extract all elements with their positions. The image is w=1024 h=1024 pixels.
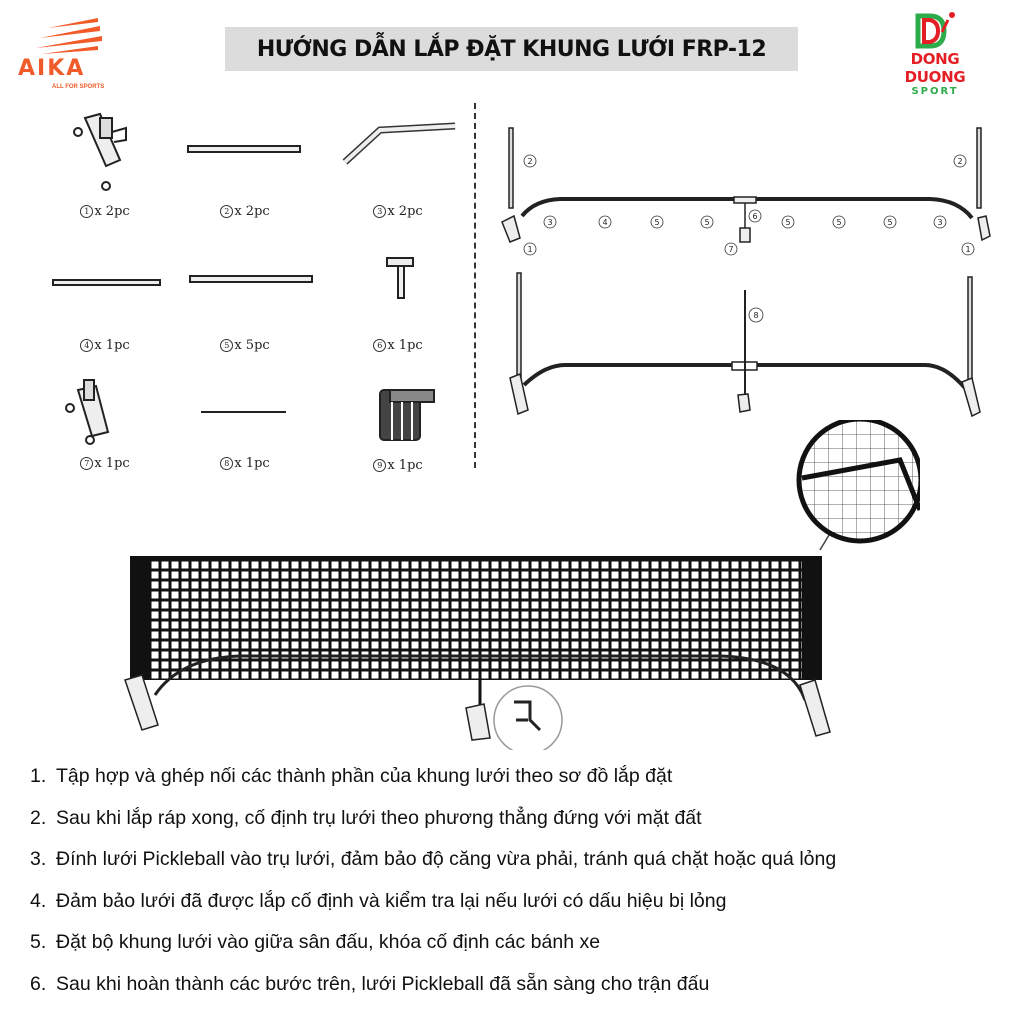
diagram-label-6: 6 [752, 212, 758, 221]
part-label-2 [195, 204, 295, 219]
step-number: 1. [30, 765, 47, 788]
step-number: 2. [30, 806, 47, 829]
part-quantity: x 2pc [234, 204, 270, 219]
aika-brand: AIKA [18, 56, 86, 81]
part-quantity: x 2pc [387, 204, 423, 219]
aika-tagline: ALL FOR SPORTS [52, 84, 105, 90]
step-text: Sau khi lắp ráp xong, cố định trụ lưới theo phương thẳng đứng với mặt đất [56, 806, 702, 829]
part-label-1 [55, 204, 155, 219]
diagram-label-2: 2 [527, 157, 533, 166]
part-number: 3 [373, 205, 386, 218]
diagram-label-5: 5 [887, 218, 893, 227]
title-banner [225, 27, 798, 71]
frame-assembled-drawing [510, 273, 980, 416]
part-3-bend-drawing [345, 126, 455, 162]
part-2-pole-drawing [188, 146, 300, 152]
step-item [30, 964, 1020, 1006]
part-number: 7 [80, 457, 93, 470]
diagram-label-4: 4 [602, 218, 608, 227]
part-label-4 [55, 338, 155, 353]
section-divider [474, 103, 476, 468]
part-number: 4 [80, 339, 93, 352]
part-quantity: x 1pc [387, 338, 423, 353]
part-number: 2 [220, 205, 233, 218]
step-text: Đặt bộ khung lưới vào giữa sân đấu, khóa cố định các bánh xe [56, 931, 601, 954]
step-text: Sau khi hoàn thành các bước trên, lưới Pickleball đã sẵn sàng cho trận đấu [56, 972, 710, 995]
part-number: 8 [220, 457, 233, 470]
assembly-diagram [490, 120, 1000, 430]
diagram-label-2: 2 [957, 157, 963, 166]
step-number: 4. [30, 889, 47, 912]
step-item [30, 922, 1020, 964]
diagram-label-5: 5 [785, 218, 791, 227]
dong-duong-brand: DONG DUONG [904, 50, 966, 86]
part-6-tee-drawing [387, 258, 413, 298]
step-text: Đảm bảo lưới đã được lắp cố định và kiểm tra lại nếu lưới có dấu hiệu bị lỏng [56, 889, 727, 912]
part-quantity: x 2pc [94, 204, 130, 219]
part-quantity: x 1pc [234, 456, 270, 471]
step-item [30, 839, 1020, 881]
diagram-label-1: 1 [965, 245, 971, 254]
part-number: 9 [373, 459, 386, 472]
dong-duong-sport: SPORT [911, 86, 959, 97]
step-item [30, 798, 1020, 840]
dong-duong-logo [880, 10, 990, 97]
aika-swoosh-icon [28, 14, 108, 54]
diagram-label-5: 5 [836, 218, 842, 227]
step-number: 3. [30, 848, 47, 871]
part-label-3 [348, 204, 448, 219]
instruction-steps [30, 756, 1020, 1005]
part-number: 1 [80, 205, 93, 218]
diagram-label-5: 5 [654, 218, 660, 227]
diagram-label-3: 3 [937, 218, 943, 227]
step-number: 6. [30, 972, 47, 995]
step-number: 5. [30, 931, 47, 954]
step-item [30, 756, 1020, 798]
part-number: 6 [373, 339, 386, 352]
part-quantity: x 1pc [94, 338, 130, 353]
page-title: HƯỚNG DẪN LẮP ĐẶT KHUNG LƯỚI FRP-12 [256, 36, 767, 62]
diagram-label-7: 7 [728, 245, 734, 254]
diagram-label-5: 5 [704, 218, 710, 227]
part-number: 5 [220, 339, 233, 352]
part-quantity: x 1pc [387, 458, 423, 473]
pickleball-net [130, 558, 822, 680]
part-quantity: x 5pc [234, 338, 270, 353]
part-label-5 [195, 338, 295, 353]
part-quantity: x 1pc [94, 456, 130, 471]
pole-left-drawing [509, 128, 513, 208]
net-illustration [100, 420, 920, 750]
aika-logo [18, 14, 118, 94]
part-5-tube-drawing [190, 276, 312, 282]
step-text: Tập hợp và ghép nối các thành phần của khung lưới theo sơ đồ lắp đặt [56, 765, 673, 788]
part-1-base-drawing [74, 114, 126, 190]
part-label-6 [348, 338, 448, 353]
pole-right-drawing [977, 128, 981, 208]
step-text: Đính lưới Pickleball vào trụ lưới, đảm bảo độ căng vừa phải, tránh quá chặt hoặc quá lỏng [56, 848, 837, 871]
detail-magnifier-large [799, 420, 920, 541]
detail-magnifier-small [494, 686, 562, 750]
part-4-tube-drawing [53, 280, 160, 285]
diagram-label-8: 8 [753, 311, 759, 320]
diagram-label-1: 1 [527, 245, 533, 254]
diagram-label-3: 3 [547, 218, 553, 227]
dong-duong-mark-icon [910, 10, 960, 50]
step-item [30, 881, 1020, 923]
